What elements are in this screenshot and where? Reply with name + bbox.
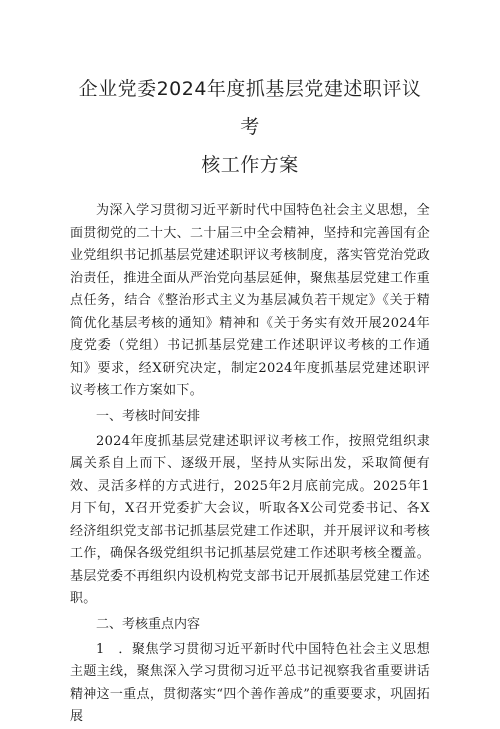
section-heading-content: 二、考核重点内容 [96, 616, 201, 632]
title-line-2: 核工作方案 [201, 154, 299, 176]
intro-paragraph: 为深入学习贯彻习近平新时代中国特色社会主义思想，全面贯彻党的二十大、二十届三中全会精神，坚持和完善国有企业党组织书记抓基层党建述职评议考核制度，落实管党治党政治责任，推进全面从严治党向基层延伸，聚焦基层党建工作重点任务，结合《整治形式主义为基层减负若干规定》《关于精简优化基层考核的通知》精神和《关于务实有效开展2024年度党委（党组）书记抓基层党建工作述职评议考核的工作通知》要求，经X研究决定，制定2024年度抓基层党建述职评议考核工作方案如下。 [70, 203, 430, 398]
content-item-1-paragraph: 1 ．聚焦学习贯彻习近平新时代中国特色社会主义思想主题主线，聚焦深入学习贯彻习近平总书记视察我省重要讲话精神这一重点，贯彻落实“四个善作善成”的重要要求，巩固拓展 [70, 641, 430, 724]
title-line-1: 企业党委2024年度抓基层党建述职评议考 [78, 78, 422, 138]
document-title [70, 70, 430, 184]
schedule-paragraph: 2024年度抓基层党建述职评议考核工作，按照党组织隶属关系自上而下、逐级开展，坚持从实际出发，采取简便有效、灵活多样的方式进行，2025年2月底前完成。2025年1月下旬，X召开党委扩大会议，听取各X公司党委书记、各X经济组织党支部书记抓基层党建工作述职，并开展评议和考核工作，确保各级党组织书记抓基层党建工作述职考核全覆盖。基层党委不再组织内设机构党支部书记开展抓基层党建工作述职。 [70, 433, 430, 606]
section-heading-schedule: 一、考核时间安排 [96, 408, 201, 424]
